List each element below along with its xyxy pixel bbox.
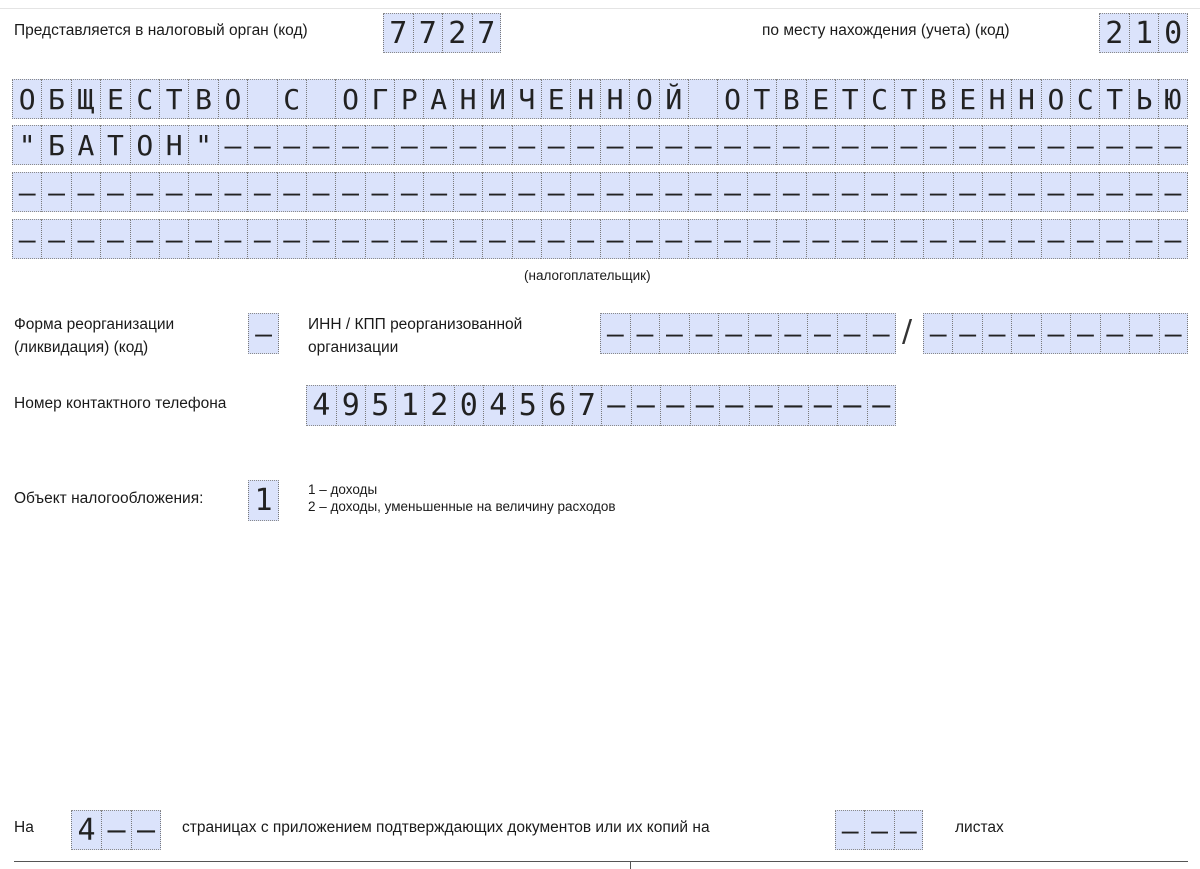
- char-cell: –: [835, 810, 864, 850]
- char-cell: –: [131, 810, 161, 850]
- char-cell: –: [365, 219, 394, 259]
- char-cell: –: [453, 125, 482, 165]
- char-cell: –: [952, 313, 981, 354]
- char-cell: –: [1159, 313, 1188, 354]
- tax-authority-code-field[interactable]: [383, 13, 501, 53]
- char-cell: [306, 79, 335, 119]
- char-cell: –: [1070, 172, 1099, 212]
- char-cell: –: [277, 172, 306, 212]
- char-cell: –: [306, 125, 335, 165]
- char-cell: Й: [659, 79, 688, 119]
- char-cell: –: [365, 172, 394, 212]
- footer-pages-text: страницах с приложением подтверждающих документов или их копий на: [182, 819, 710, 836]
- char-cell: –: [629, 172, 658, 212]
- taxpayer-name-line-4[interactable]: [12, 219, 1188, 259]
- char-cell: –: [100, 172, 129, 212]
- char-cell: –: [778, 385, 808, 426]
- char-cell: –: [159, 219, 188, 259]
- char-cell: Т: [159, 79, 188, 119]
- char-cell: –: [659, 313, 689, 354]
- char-cell: –: [482, 172, 511, 212]
- reorg-form-code-field[interactable]: [248, 313, 279, 354]
- location-label: по месту нахождения (учета) (код): [762, 22, 1010, 39]
- char-cell: –: [717, 125, 746, 165]
- char-cell: О: [629, 79, 658, 119]
- char-cell: –: [690, 385, 720, 426]
- char-cell: –: [689, 313, 719, 354]
- char-cell: –: [247, 172, 276, 212]
- char-cell: –: [218, 219, 247, 259]
- char-cell: –: [866, 313, 896, 354]
- char-cell: Ь: [1129, 79, 1158, 119]
- char-cell: Б: [41, 79, 70, 119]
- char-cell: –: [1099, 172, 1128, 212]
- char-cell: 7: [383, 13, 413, 53]
- char-cell: –: [835, 125, 864, 165]
- char-cell: –: [1041, 172, 1070, 212]
- char-cell: Н: [600, 79, 629, 119]
- char-cell: 7: [472, 13, 502, 53]
- char-cell: –: [864, 172, 893, 212]
- char-cell: –: [394, 219, 423, 259]
- char-cell: ": [188, 125, 217, 165]
- char-cell: –: [630, 313, 660, 354]
- char-cell: –: [570, 125, 599, 165]
- char-cell: 1: [395, 385, 425, 426]
- char-cell: Н: [159, 125, 188, 165]
- char-cell: –: [541, 172, 570, 212]
- char-cell: –: [512, 125, 541, 165]
- char-cell: –: [835, 219, 864, 259]
- char-cell: –: [953, 172, 982, 212]
- char-cell: –: [1041, 125, 1070, 165]
- char-cell: Н: [1011, 79, 1040, 119]
- char-cell: 4: [483, 385, 513, 426]
- bottom-border: [14, 861, 1188, 862]
- char-cell: 4: [306, 385, 336, 426]
- char-cell: –: [512, 172, 541, 212]
- char-cell: Т: [100, 125, 129, 165]
- reorg-form-label-line-2: (ликвидация) (код): [14, 339, 149, 356]
- char-cell: –: [806, 219, 835, 259]
- char-cell: –: [1070, 219, 1099, 259]
- char-cell: Е: [806, 79, 835, 119]
- char-cell: –: [1070, 313, 1099, 354]
- char-cell: 1: [1129, 13, 1159, 53]
- char-cell: –: [335, 219, 364, 259]
- char-cell: –: [808, 385, 838, 426]
- char-cell: –: [660, 385, 690, 426]
- char-cell: –: [12, 219, 41, 259]
- char-cell: –: [867, 385, 897, 426]
- char-cell: С: [130, 79, 159, 119]
- char-cell: 9: [336, 385, 366, 426]
- char-cell: –: [982, 125, 1011, 165]
- char-cell: С: [864, 79, 893, 119]
- char-cell: –: [747, 125, 776, 165]
- inn-kpp-label-line-2: организации: [308, 339, 399, 356]
- char-cell: –: [806, 125, 835, 165]
- char-cell: –: [512, 219, 541, 259]
- char-cell: Е: [541, 79, 570, 119]
- char-cell: –: [776, 125, 805, 165]
- char-cell: –: [1100, 313, 1129, 354]
- char-cell: –: [570, 219, 599, 259]
- char-cell: –: [894, 172, 923, 212]
- char-cell: Ч: [512, 79, 541, 119]
- char-cell: –: [1011, 172, 1040, 212]
- tax-authority-label: Представляется в налоговый орган (код): [14, 22, 308, 39]
- char-cell: –: [248, 313, 279, 354]
- char-cell: –: [835, 172, 864, 212]
- char-cell: Н: [982, 79, 1011, 119]
- char-cell: –: [837, 313, 867, 354]
- char-cell: Н: [570, 79, 599, 119]
- char-cell: В: [923, 79, 952, 119]
- char-cell: –: [1158, 172, 1187, 212]
- char-cell: –: [541, 219, 570, 259]
- char-cell: –: [776, 219, 805, 259]
- char-cell: –: [923, 219, 952, 259]
- char-cell: 7: [572, 385, 602, 426]
- char-cell: –: [41, 219, 70, 259]
- char-cell: –: [923, 313, 952, 354]
- char-cell: –: [601, 385, 631, 426]
- char-cell: –: [71, 219, 100, 259]
- char-cell: –: [1041, 313, 1070, 354]
- char-cell: 5: [513, 385, 543, 426]
- char-cell: С: [277, 79, 306, 119]
- char-cell: [688, 79, 717, 119]
- sheets-count-field[interactable]: [835, 810, 923, 850]
- char-cell: 0: [454, 385, 484, 426]
- char-cell: –: [423, 219, 452, 259]
- reorg-form-label-line-1: Форма реорганизации: [14, 316, 175, 333]
- taxpayer-caption: (налогоплательщик): [524, 268, 651, 283]
- char-cell: –: [923, 172, 952, 212]
- char-cell: –: [717, 172, 746, 212]
- char-cell: –: [1158, 219, 1187, 259]
- char-cell: 2: [1099, 13, 1129, 53]
- char-cell: –: [394, 125, 423, 165]
- char-cell: –: [864, 219, 893, 259]
- char-cell: Т: [835, 79, 864, 119]
- char-cell: –: [600, 219, 629, 259]
- char-cell: –: [1099, 125, 1128, 165]
- char-cell: –: [394, 172, 423, 212]
- char-cell: –: [982, 313, 1011, 354]
- char-cell: ": [12, 125, 41, 165]
- char-cell: –: [778, 313, 808, 354]
- char-cell: –: [894, 125, 923, 165]
- char-cell: В: [776, 79, 805, 119]
- char-cell: –: [631, 385, 661, 426]
- char-cell: 7: [413, 13, 443, 53]
- char-cell: –: [747, 219, 776, 259]
- tax-object-label: Объект налогообложения:: [14, 490, 204, 507]
- char-cell: –: [717, 219, 746, 259]
- char-cell: –: [1129, 172, 1158, 212]
- char-cell: –: [982, 172, 1011, 212]
- char-cell: –: [864, 810, 893, 850]
- phone-field[interactable]: [306, 385, 896, 426]
- char-cell: –: [806, 172, 835, 212]
- char-cell: 4: [71, 810, 101, 850]
- char-cell: –: [719, 385, 749, 426]
- char-cell: –: [188, 219, 217, 259]
- pages-count-field[interactable]: [71, 810, 161, 850]
- char-cell: О: [12, 79, 41, 119]
- char-cell: –: [159, 172, 188, 212]
- char-cell: А: [423, 79, 452, 119]
- char-cell: О: [130, 125, 159, 165]
- char-cell: 5: [365, 385, 395, 426]
- location-code-field[interactable]: [1099, 13, 1188, 53]
- char-cell: –: [306, 219, 335, 259]
- char-cell: –: [1129, 125, 1158, 165]
- char-cell: –: [482, 219, 511, 259]
- char-cell: А: [71, 125, 100, 165]
- char-cell: –: [247, 125, 276, 165]
- top-border: [0, 8, 1200, 9]
- char-cell: –: [247, 219, 276, 259]
- bottom-tick: [630, 861, 631, 869]
- char-cell: –: [335, 125, 364, 165]
- char-cell: –: [277, 125, 306, 165]
- char-cell: –: [600, 313, 630, 354]
- char-cell: В: [188, 79, 217, 119]
- taxpayer-name-line-3[interactable]: [12, 172, 1188, 212]
- char-cell: –: [659, 219, 688, 259]
- char-cell: –: [600, 125, 629, 165]
- char-cell: Щ: [71, 79, 100, 119]
- reorg-kpp-field[interactable]: [923, 313, 1188, 354]
- char-cell: О: [335, 79, 364, 119]
- char-cell: –: [335, 172, 364, 212]
- char-cell: 2: [424, 385, 454, 426]
- char-cell: –: [776, 172, 805, 212]
- char-cell: –: [423, 125, 452, 165]
- char-cell: –: [541, 125, 570, 165]
- char-cell: –: [188, 172, 217, 212]
- char-cell: –: [894, 219, 923, 259]
- char-cell: –: [953, 219, 982, 259]
- char-cell: –: [71, 172, 100, 212]
- char-cell: О: [1041, 79, 1070, 119]
- char-cell: –: [570, 172, 599, 212]
- char-cell: Т: [894, 79, 923, 119]
- char-cell: 6: [542, 385, 572, 426]
- tax-object-field[interactable]: [248, 480, 279, 521]
- taxpayer-name-line-2[interactable]: [12, 125, 1188, 165]
- char-cell: 2: [442, 13, 472, 53]
- char-cell: –: [1011, 125, 1040, 165]
- phone-label: Номер контактного телефона: [14, 395, 227, 412]
- char-cell: –: [482, 125, 511, 165]
- char-cell: –: [807, 313, 837, 354]
- inn-kpp-label-line-1: ИНН / КПП реорганизованной: [308, 316, 523, 333]
- char-cell: [247, 79, 276, 119]
- char-cell: Т: [1099, 79, 1128, 119]
- char-cell: –: [837, 385, 867, 426]
- char-cell: –: [1158, 125, 1187, 165]
- char-cell: –: [306, 172, 335, 212]
- char-cell: Е: [100, 79, 129, 119]
- char-cell: –: [1070, 125, 1099, 165]
- char-cell: О: [218, 79, 247, 119]
- char-cell: –: [749, 385, 779, 426]
- char-cell: –: [1011, 313, 1040, 354]
- char-cell: –: [12, 172, 41, 212]
- char-cell: –: [629, 125, 658, 165]
- char-cell: –: [688, 125, 717, 165]
- char-cell: Н: [453, 79, 482, 119]
- footer-on-label: На: [14, 819, 34, 836]
- char-cell: –: [218, 172, 247, 212]
- char-cell: –: [600, 172, 629, 212]
- reorg-inn-field[interactable]: [600, 313, 896, 354]
- char-cell: Г: [365, 79, 394, 119]
- char-cell: –: [629, 219, 658, 259]
- char-cell: –: [747, 172, 776, 212]
- char-cell: –: [100, 219, 129, 259]
- char-cell: И: [482, 79, 511, 119]
- char-cell: –: [923, 125, 952, 165]
- char-cell: Ю: [1158, 79, 1187, 119]
- char-cell: –: [365, 125, 394, 165]
- char-cell: –: [688, 172, 717, 212]
- char-cell: –: [688, 219, 717, 259]
- char-cell: Б: [41, 125, 70, 165]
- char-cell: –: [1129, 313, 1158, 354]
- char-cell: Е: [953, 79, 982, 119]
- inn-kpp-separator: /: [902, 314, 913, 349]
- char-cell: –: [423, 172, 452, 212]
- char-cell: –: [41, 172, 70, 212]
- char-cell: О: [717, 79, 746, 119]
- char-cell: –: [1011, 219, 1040, 259]
- char-cell: –: [864, 125, 893, 165]
- char-cell: –: [218, 125, 247, 165]
- char-cell: –: [718, 313, 748, 354]
- char-cell: –: [277, 219, 306, 259]
- char-cell: –: [453, 172, 482, 212]
- tax-object-option-1: 1 – доходы: [308, 482, 378, 497]
- char-cell: –: [982, 219, 1011, 259]
- char-cell: –: [659, 172, 688, 212]
- char-cell: –: [894, 810, 923, 850]
- char-cell: –: [1041, 219, 1070, 259]
- char-cell: –: [101, 810, 131, 850]
- char-cell: –: [1129, 219, 1158, 259]
- char-cell: –: [130, 172, 159, 212]
- tax-object-option-2: 2 – доходы, уменьшенные на величину расходов: [308, 499, 616, 514]
- char-cell: –: [748, 313, 778, 354]
- char-cell: 1: [248, 480, 279, 521]
- taxpayer-name-line-1[interactable]: [12, 79, 1188, 119]
- char-cell: –: [1099, 219, 1128, 259]
- char-cell: 0: [1158, 13, 1188, 53]
- char-cell: –: [453, 219, 482, 259]
- char-cell: Т: [747, 79, 776, 119]
- footer-sheets-label: листах: [955, 819, 1004, 836]
- char-cell: Р: [394, 79, 423, 119]
- char-cell: –: [659, 125, 688, 165]
- char-cell: –: [130, 219, 159, 259]
- char-cell: С: [1070, 79, 1099, 119]
- char-cell: –: [953, 125, 982, 165]
